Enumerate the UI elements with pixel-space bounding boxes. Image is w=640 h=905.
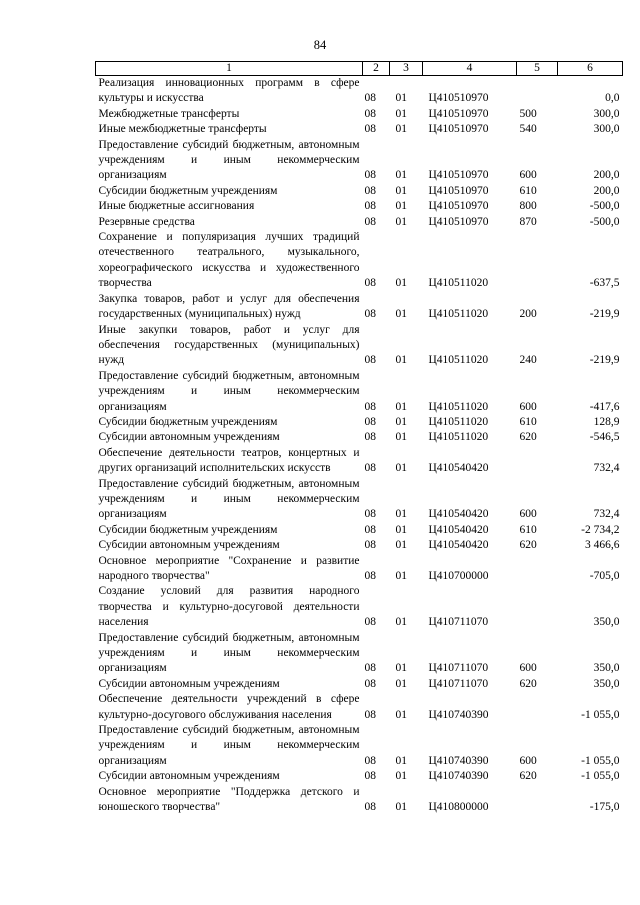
row-target-article: Ц410510970	[428, 107, 489, 120]
row-amount: -219,9	[589, 354, 620, 367]
table-row	[96, 554, 623, 585]
row-target-article: Ц410540420	[428, 539, 489, 552]
page-number: 84	[313, 38, 327, 52]
table-row	[96, 430, 623, 445]
row-subsection: 01	[395, 677, 407, 690]
row-name: Создание условий для развития народного творчества и культурно-досуговой деятельности населения	[98, 585, 360, 629]
row-target-article: Ц410740390	[428, 708, 489, 721]
row-subsection: 01	[395, 400, 407, 413]
table-row	[96, 523, 623, 538]
row-section: 08	[364, 770, 376, 783]
row-amount: -175,0	[589, 801, 620, 814]
row-expense-type: 600	[519, 400, 537, 413]
table-row	[96, 692, 623, 723]
row-section: 08	[364, 462, 376, 475]
row-section: 08	[364, 415, 376, 428]
row-expense-type: 620	[519, 539, 537, 552]
table-row	[96, 538, 623, 553]
row-amount: -417,6	[589, 400, 620, 413]
header-col-3: 3	[390, 62, 423, 76]
table-row	[96, 230, 623, 292]
row-name: Обеспечение деятельности учреждений в сфере культурно-досугового обслуживания населения	[98, 693, 360, 721]
row-name: Предоставление субсидий бюджетным, автономным учреждениям и иным некоммерческим организациям	[98, 631, 360, 675]
row-target-article: Ц410540420	[428, 523, 489, 536]
row-subsection: 01	[395, 215, 407, 228]
table-row	[96, 292, 623, 323]
row-name: Субсидии автономным учреждениям	[98, 677, 280, 690]
table-row	[96, 446, 623, 477]
header-col-4: 4	[423, 62, 517, 76]
row-section: 08	[364, 308, 376, 321]
row-amount: -2 734,2	[581, 523, 620, 536]
row-name: Предоставление субсидий бюджетным, автономным учреждениям и иным некоммерческим организациям	[98, 724, 360, 767]
row-section: 08	[364, 169, 376, 182]
row-expense-type	[517, 230, 558, 292]
row-amount: -1 055,0	[581, 754, 620, 767]
row-section: 08	[364, 215, 376, 228]
row-subsection: 01	[395, 169, 407, 182]
row-expense-type: 600	[519, 169, 537, 182]
table-row	[96, 584, 623, 630]
row-subsection: 01	[395, 754, 407, 767]
row-name: Сохранение и популяризация лучших традиций отечественного театрального, музыкального, хореографического искусства и художественного творчества	[98, 231, 360, 290]
row-section: 08	[364, 277, 376, 290]
row-name: Субсидии автономным учреждениям	[98, 431, 280, 444]
row-expense-type: 540	[519, 123, 537, 136]
row-target-article: Ц410711070	[428, 662, 489, 675]
row-expense-type: 200	[519, 308, 537, 321]
row-expense-type	[517, 785, 558, 816]
row-expense-type: 620	[519, 770, 537, 783]
row-target-article: Ц410511020	[428, 415, 489, 428]
row-subsection: 01	[395, 508, 407, 521]
row-section: 08	[364, 184, 376, 197]
row-expense-type	[517, 554, 558, 585]
row-subsection: 01	[395, 662, 407, 675]
row-expense-type: 800	[519, 200, 537, 213]
row-target-article: Ц410511020	[428, 354, 489, 367]
row-subsection: 01	[395, 770, 407, 783]
row-section: 08	[364, 523, 376, 536]
row-target-article: Ц410511020	[428, 431, 489, 444]
row-section: 08	[364, 431, 376, 444]
row-amount: -546,5	[589, 431, 620, 444]
row-section: 08	[364, 123, 376, 136]
row-name: Субсидии автономным учреждениям	[98, 770, 280, 783]
table-header-row	[96, 62, 623, 76]
row-name: Субсидии бюджетным учреждениям	[98, 415, 278, 428]
row-name: Предоставление субсидий бюджетным, автономным учреждениям и иным некоммерческим организациям	[98, 369, 360, 413]
table-row	[96, 723, 623, 769]
row-amount: -500,0	[589, 215, 620, 228]
row-section: 08	[364, 508, 376, 521]
table-row	[96, 477, 623, 523]
row-name: Предоставление субсидий бюджетным, автономным учреждениям и иным некоммерческим организациям	[98, 138, 360, 182]
row-amount: 350,0	[593, 677, 620, 690]
row-amount: -637,5	[589, 277, 620, 290]
row-amount: -1 055,0	[581, 770, 620, 783]
row-name: Основное мероприятие "Сохранение и развитие народного творчества"	[98, 554, 360, 582]
row-expense-type: 610	[519, 184, 537, 197]
row-target-article: Ц410510970	[428, 184, 489, 197]
row-name: Реализация инновационных программ в сфере культуры и искусства	[98, 77, 360, 105]
row-target-article: Ц410510970	[428, 215, 489, 228]
table-row	[96, 199, 623, 214]
table-row	[96, 769, 623, 784]
row-target-article: Ц410540420	[428, 508, 489, 521]
row-section: 08	[364, 539, 376, 552]
row-expense-type: 600	[519, 754, 537, 767]
table-row	[96, 184, 623, 199]
row-target-article: Ц410510970	[428, 200, 489, 213]
row-subsection: 01	[395, 616, 407, 629]
row-expense-type: 610	[519, 523, 537, 536]
row-amount: 3 466,6	[585, 539, 620, 552]
row-expense-type: 600	[519, 508, 537, 521]
row-amount: 200,0	[593, 169, 620, 182]
row-expense-type: 620	[519, 431, 537, 444]
row-name: Субсидии бюджетным учреждениям	[98, 523, 278, 536]
row-subsection: 01	[395, 570, 407, 582]
row-name: Обеспечение деятельности театров, концертных и других организаций исполнительских искусств	[98, 446, 360, 475]
row-target-article: Ц410540420	[428, 462, 489, 475]
row-amount: -500,0	[589, 200, 620, 213]
table-row	[96, 369, 623, 415]
table-row	[96, 785, 623, 816]
header-col-5: 5	[517, 62, 558, 76]
row-expense-type	[517, 584, 558, 630]
table-row	[96, 138, 623, 184]
row-expense-type: 870	[519, 215, 537, 228]
row-subsection: 01	[395, 462, 407, 475]
row-name: Закупка товаров, работ и услуг для обеспечения государственных (муниципальных) нужд	[98, 292, 360, 321]
row-name: Предоставление субсидий бюджетным, автономным учреждениям и иным некоммерческим организациям	[98, 477, 360, 521]
row-section: 08	[364, 616, 376, 629]
row-subsection: 01	[395, 92, 407, 105]
header-col-1: 1	[96, 62, 363, 76]
row-section: 08	[364, 200, 376, 213]
row-expense-type: 610	[519, 415, 537, 428]
row-name: Иные бюджетные ассигнования	[98, 200, 255, 213]
row-amount: 732,4	[593, 462, 620, 475]
row-amount: 300,0	[593, 107, 620, 120]
table-row	[96, 631, 623, 677]
table-row	[96, 76, 623, 107]
row-amount: 200,0	[593, 184, 620, 197]
row-target-article: Ц410511020	[428, 308, 489, 321]
row-expense-type: 620	[519, 677, 537, 690]
header-col-6: 6	[558, 62, 623, 76]
row-name: Субсидии автономным учреждениям	[98, 539, 280, 552]
row-subsection: 01	[395, 354, 407, 367]
table-row	[96, 415, 623, 430]
row-subsection: 01	[395, 123, 407, 136]
row-subsection: 01	[395, 200, 407, 213]
row-amount: 0,0	[605, 92, 620, 105]
row-subsection: 01	[395, 415, 407, 428]
row-expense-type	[517, 692, 558, 723]
table-row	[96, 215, 623, 230]
table-row	[96, 122, 623, 137]
row-target-article: Ц410740390	[428, 754, 489, 767]
row-target-article: Ц410800000	[428, 801, 489, 814]
row-section: 08	[364, 107, 376, 120]
row-target-article: Ц410740390	[428, 770, 489, 783]
row-target-article: Ц410711070	[428, 616, 489, 629]
row-name: Резервные средства	[98, 215, 195, 228]
row-subsection: 01	[395, 431, 407, 444]
row-expense-type: 600	[519, 662, 537, 675]
row-section: 08	[364, 662, 376, 675]
row-target-article: Ц410511020	[428, 277, 489, 290]
row-amount: 350,0	[593, 662, 620, 675]
table-row	[96, 323, 623, 369]
row-amount: 732,4	[593, 508, 620, 521]
row-section: 08	[364, 570, 376, 582]
row-expense-type	[517, 446, 558, 477]
row-subsection: 01	[395, 523, 407, 536]
row-target-article: Ц410510970	[428, 92, 489, 105]
row-target-article: Ц410511020	[428, 400, 489, 413]
row-subsection: 01	[395, 801, 407, 814]
row-amount: 350,0	[593, 616, 620, 629]
row-subsection: 01	[395, 277, 407, 290]
row-amount: -705,0	[589, 570, 620, 582]
row-section: 08	[364, 754, 376, 767]
row-name: Межбюджетные трансферты	[98, 107, 240, 120]
row-expense-type	[517, 76, 558, 107]
row-section: 08	[364, 801, 376, 814]
row-section: 08	[364, 92, 376, 105]
row-name: Иные закупки товаров, работ и услуг для обеспечения государственных (муниципальных) нужд	[98, 323, 360, 367]
budget-table	[95, 61, 623, 816]
row-section: 08	[364, 400, 376, 413]
row-subsection: 01	[395, 308, 407, 321]
row-expense-type: 500	[519, 107, 537, 120]
row-name: Субсидии бюджетным учреждениям	[98, 184, 278, 197]
row-subsection: 01	[395, 184, 407, 197]
row-amount: 300,0	[593, 123, 620, 136]
row-section: 08	[364, 354, 376, 367]
row-section: 08	[364, 677, 376, 690]
row-name: Иные межбюджетные трансферты	[98, 123, 267, 136]
row-subsection: 01	[395, 539, 407, 552]
row-section: 08	[364, 708, 376, 721]
row-name: Основное мероприятие "Поддержка детского и юношеского творчества"	[98, 785, 360, 814]
row-target-article: Ц410711070	[428, 677, 489, 690]
row-target-article: Ц410510970	[428, 123, 489, 136]
row-subsection: 01	[395, 107, 407, 120]
row-expense-type: 240	[519, 354, 537, 367]
row-amount: -1 055,0	[581, 708, 620, 721]
header-col-2: 2	[363, 62, 390, 76]
row-subsection: 01	[395, 708, 407, 721]
row-target-article: Ц410510970	[428, 169, 489, 182]
table-row	[96, 677, 623, 692]
table-row	[96, 107, 623, 122]
row-amount: -219,9	[589, 308, 620, 321]
row-amount: 128,9	[593, 415, 620, 428]
row-target-article: Ц410700000	[428, 570, 489, 582]
